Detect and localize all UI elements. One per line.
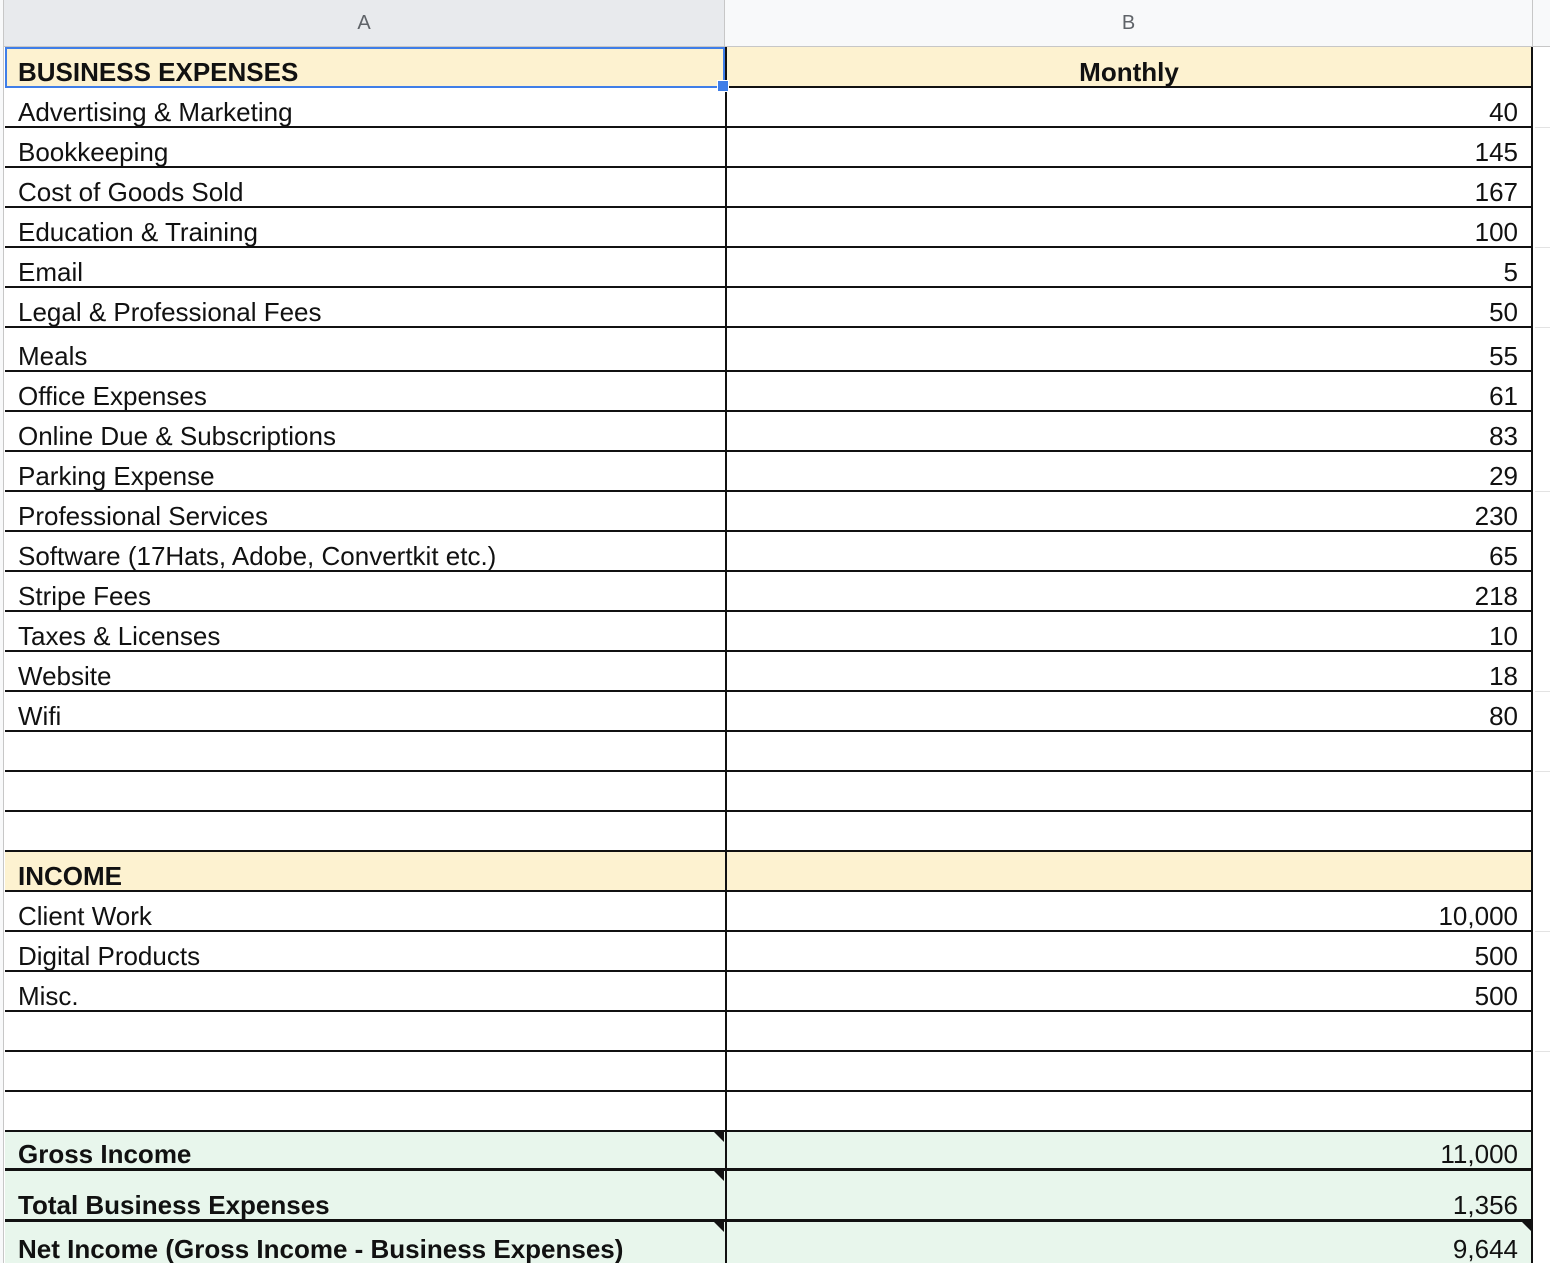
empty-row bbox=[5, 1012, 1533, 1052]
row-label: Digital Products bbox=[18, 941, 201, 971]
row-label: Bookkeeping bbox=[18, 137, 169, 167]
table-row bbox=[5, 452, 1533, 492]
table-row bbox=[5, 572, 1533, 612]
row-label: Legal & Professional Fees bbox=[18, 297, 322, 327]
row-value: 83 bbox=[1489, 421, 1518, 451]
row-label: Office Expenses bbox=[18, 381, 207, 411]
empty-row bbox=[5, 772, 1533, 812]
table-row bbox=[5, 88, 1533, 128]
row-value: 50 bbox=[1489, 297, 1518, 327]
row-label: Wifi bbox=[18, 701, 62, 731]
table-row bbox=[5, 288, 1533, 328]
cell-a[interactable] bbox=[5, 88, 725, 128]
row-value: 80 bbox=[1489, 701, 1518, 731]
cell-a[interactable] bbox=[5, 168, 725, 208]
row-value: 55 bbox=[1489, 341, 1518, 371]
row-value: 218 bbox=[1474, 581, 1518, 611]
header-label: BUSINESS EXPENSES bbox=[18, 57, 299, 87]
row-value: 10 bbox=[1489, 621, 1518, 651]
cell-b[interactable] bbox=[725, 652, 1533, 692]
gross-income-row bbox=[5, 1132, 1533, 1171]
fill-handle[interactable] bbox=[717, 80, 729, 92]
cell-b[interactable] bbox=[725, 1052, 1533, 1092]
row-label: Client Work bbox=[18, 901, 152, 931]
cell-b[interactable] bbox=[725, 128, 1533, 168]
note-indicator-icon[interactable] bbox=[714, 1132, 724, 1142]
cell-b-gross-income[interactable] bbox=[725, 1132, 1533, 1171]
cell-b[interactable] bbox=[725, 892, 1533, 932]
row-value: 18 bbox=[1489, 661, 1518, 691]
cell-a[interactable] bbox=[5, 652, 725, 692]
table-row bbox=[5, 972, 1533, 1012]
cell-a-header[interactable] bbox=[5, 47, 725, 88]
cell-b[interactable] bbox=[725, 88, 1533, 128]
net-income-value: 9,644 bbox=[1452, 1234, 1518, 1263]
cell-b[interactable] bbox=[725, 1012, 1533, 1052]
gridline bbox=[1535, 691, 1550, 692]
cell-a[interactable] bbox=[5, 128, 725, 168]
cell-a[interactable] bbox=[5, 372, 725, 412]
table-row bbox=[5, 492, 1533, 532]
row-label: Software (17Hats, Adobe, Convertkit etc.) bbox=[18, 541, 497, 571]
total-expenses-value: 1,356 bbox=[1452, 1190, 1518, 1220]
cell-b[interactable] bbox=[725, 732, 1533, 772]
gridline bbox=[1535, 247, 1550, 248]
empty-row bbox=[5, 1052, 1533, 1092]
cell-b[interactable] bbox=[725, 532, 1533, 572]
row-value: 40 bbox=[1489, 97, 1518, 127]
cell-a[interactable] bbox=[5, 572, 725, 612]
table-row bbox=[5, 652, 1533, 692]
cell-b-income-header[interactable] bbox=[725, 852, 1533, 892]
cell-a[interactable] bbox=[5, 892, 725, 932]
cell-a-net-income[interactable] bbox=[5, 1222, 725, 1263]
cell-b[interactable] bbox=[725, 492, 1533, 532]
cell-b[interactable] bbox=[725, 168, 1533, 208]
table-row bbox=[5, 532, 1533, 572]
cell-b-total-expenses[interactable] bbox=[725, 1171, 1533, 1222]
column-header-a[interactable]: A bbox=[4, 0, 725, 46]
gridline bbox=[1535, 771, 1550, 772]
row-label: Cost of Goods Sold bbox=[18, 177, 244, 207]
row-value: 230 bbox=[1474, 501, 1518, 531]
row-label: Meals bbox=[18, 341, 88, 371]
table-row bbox=[5, 612, 1533, 652]
cell-a[interactable] bbox=[5, 412, 725, 452]
cell-b[interactable] bbox=[725, 972, 1533, 1012]
cell-a[interactable] bbox=[5, 692, 725, 732]
row-value: 500 bbox=[1474, 941, 1518, 971]
row-label: Online Due & Subscriptions bbox=[18, 421, 336, 451]
cell-a-gross-income[interactable] bbox=[5, 1132, 725, 1171]
row-label: Professional Services bbox=[18, 501, 268, 531]
row-label: Taxes & Licenses bbox=[18, 621, 221, 651]
cell-b[interactable] bbox=[725, 612, 1533, 652]
row-value: 5 bbox=[1503, 257, 1518, 287]
cell-b[interactable] bbox=[725, 372, 1533, 412]
cell-a[interactable] bbox=[5, 208, 725, 248]
cell-b[interactable] bbox=[725, 812, 1533, 852]
gridline bbox=[1535, 491, 1550, 492]
cell-b[interactable] bbox=[725, 452, 1533, 492]
row-label: Education & Training bbox=[18, 217, 258, 247]
income-header-row bbox=[5, 852, 1533, 892]
row-label: Stripe Fees bbox=[18, 581, 151, 611]
table-row bbox=[5, 168, 1533, 208]
net-income-row bbox=[5, 1222, 1533, 1263]
gridline bbox=[1535, 327, 1550, 328]
cell-b[interactable] bbox=[725, 248, 1533, 288]
empty-row bbox=[5, 1092, 1533, 1132]
table-row bbox=[5, 128, 1533, 168]
cell-a[interactable] bbox=[5, 328, 725, 372]
row-label: Misc. bbox=[18, 981, 79, 1011]
note-indicator-icon[interactable] bbox=[714, 1222, 724, 1232]
cell-b[interactable] bbox=[725, 328, 1533, 372]
cell-b[interactable] bbox=[725, 692, 1533, 732]
total-expenses-label: Total Business Expenses bbox=[18, 1190, 330, 1220]
row-label: Parking Expense bbox=[18, 461, 215, 491]
row-label: Advertising & Marketing bbox=[18, 97, 293, 127]
cell-a-income-header[interactable] bbox=[5, 852, 725, 892]
net-income-label: Net Income (Gross Income - Business Expenses) bbox=[18, 1234, 624, 1263]
cell-a[interactable] bbox=[5, 532, 725, 572]
gross-income-label: Gross Income bbox=[18, 1139, 192, 1169]
row-value: 10,000 bbox=[1438, 901, 1518, 931]
row-value: 65 bbox=[1489, 541, 1518, 571]
cell-b[interactable] bbox=[725, 572, 1533, 612]
cell-a[interactable] bbox=[5, 932, 725, 972]
row-value: 500 bbox=[1474, 981, 1518, 1011]
row-value: 61 bbox=[1489, 381, 1518, 411]
note-indicator-icon[interactable] bbox=[714, 1171, 724, 1181]
row-value: 100 bbox=[1474, 217, 1518, 247]
row-label: Website bbox=[18, 661, 112, 691]
cell-b[interactable] bbox=[725, 288, 1533, 328]
cell-b[interactable] bbox=[725, 208, 1533, 248]
gross-income-value: 11,000 bbox=[1440, 1139, 1518, 1169]
cell-b-net-income[interactable] bbox=[725, 1222, 1533, 1263]
cell-a[interactable] bbox=[5, 1052, 725, 1092]
gridline bbox=[1535, 931, 1550, 932]
cell-a[interactable] bbox=[5, 1092, 725, 1132]
header-value: Monthly bbox=[1079, 57, 1179, 87]
cell-a[interactable] bbox=[5, 288, 725, 328]
table-row bbox=[5, 412, 1533, 452]
gridline bbox=[1535, 1051, 1550, 1052]
row-value: 167 bbox=[1474, 177, 1518, 207]
table-row bbox=[5, 248, 1533, 288]
table-row bbox=[5, 692, 1533, 732]
table-row bbox=[5, 372, 1533, 412]
cell-a[interactable] bbox=[5, 1012, 725, 1052]
cell-a[interactable] bbox=[5, 248, 725, 288]
cell-a[interactable] bbox=[5, 732, 725, 772]
row-value: 145 bbox=[1474, 137, 1518, 167]
cell-b[interactable] bbox=[725, 772, 1533, 812]
empty-row bbox=[5, 732, 1533, 772]
cell-a[interactable] bbox=[5, 612, 725, 652]
cell-a[interactable] bbox=[5, 972, 725, 1012]
cell-b-header[interactable] bbox=[725, 47, 1533, 88]
column-header-b[interactable]: B bbox=[725, 0, 1533, 46]
row-value: 29 bbox=[1489, 461, 1518, 491]
cell-a-total-expenses[interactable] bbox=[5, 1171, 725, 1222]
cell-a[interactable] bbox=[5, 452, 725, 492]
table-row bbox=[5, 208, 1533, 248]
cell-a[interactable] bbox=[5, 772, 725, 812]
total-expenses-row bbox=[5, 1171, 1533, 1222]
section-header-row bbox=[5, 47, 1533, 88]
empty-row bbox=[5, 812, 1533, 852]
cell-a[interactable] bbox=[5, 812, 725, 852]
row-label: Email bbox=[18, 257, 84, 287]
cell-b[interactable] bbox=[725, 1092, 1533, 1132]
cell-a[interactable] bbox=[5, 492, 725, 532]
table-row bbox=[5, 328, 1533, 372]
table-row bbox=[5, 932, 1533, 972]
income-header-label: INCOME bbox=[18, 861, 122, 891]
gridline bbox=[1535, 127, 1550, 128]
cell-b[interactable] bbox=[725, 412, 1533, 452]
note-indicator-icon[interactable] bbox=[1522, 1222, 1532, 1232]
cell-b[interactable] bbox=[725, 932, 1533, 972]
table-row bbox=[5, 892, 1533, 932]
